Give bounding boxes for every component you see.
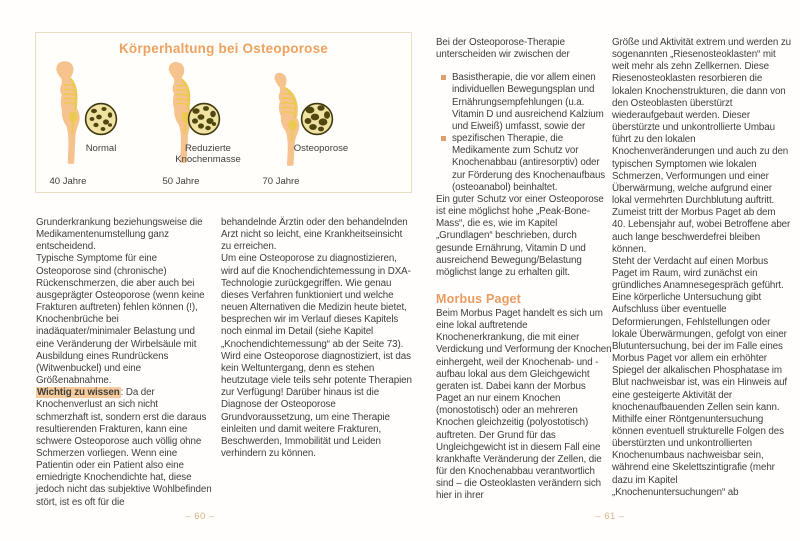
bone-density-circle-reduced xyxy=(187,102,221,136)
section-heading-morbus-paget: Morbus Paget xyxy=(436,291,522,306)
paragraph: Grunderkrankung beziehungsweise die Medikamentenumstellung ganz entscheidend. xyxy=(36,217,203,253)
therapy-bullet-list xyxy=(436,72,612,194)
paragraph: Steht der Verdacht auf einen Morbus Paget im Raum, wird zunächst ein gründliches Anamnesegespräch geführt. Eine körperliche Untersuchung gibt Aufschluss über eventuelle Deformierungen, Fehlstellungen oder lokale Überwärmungen, gefolgt von einer Blutuntersuchung, bei der im Falle eines Morbus Paget vor allem ein erhöhter Spiegel der alkalischen Phosphatase im Blut nachweisbar ist, was ein Hinweis auf eine gesteigerte Aktivität der knochenaufbauenden Zellen sein kann. Mithilfe einer Röntgenuntersuchung können eventuell strukturelle Folgen des überstürzten und unkontrollierten Knochenumbaus nachweisbar sein, während eine Skelettszintigrafie (mehr dazu im Kapitel „Knochenuntersuchungen“ ab xyxy=(612,255,788,498)
page60-column1 xyxy=(36,217,212,509)
paragraph: Beim Morbus Paget handelt es sich um eine lokal auftretende Knochenerkrankung, die mit einer Verdickung und Verformung der Knochen einhergeht, weil der Knochenab- und -aufbau lokal aus dem Gleichgewicht geraten ist. Dabei kann der Morbus Paget an nur einem Knochen (monostotisch) oder an mehreren Knochen gleichzeitig (polyostotisch) auftreten. Der Grund für das Ungleichgewicht ist in diesem Fall eine krankhafte Veränderung der Zellen, die für den Knochenabbau verantwortlich sind – die Osteoklasten verändern sich hier in ihrer xyxy=(436,307,612,502)
highlighted-phrase: Wichtig zu wissen xyxy=(37,387,120,399)
bullet-item xyxy=(436,133,612,194)
paragraph: Um eine Osteoporose zu diagnostizieren, wird auf die Knochendichtemessung in DXA-Technologie zurückgegriffen. Wie genau dieses Verfahren funktioniert und welche neuen Alternativen die Medizin heute bietet, besprechen wir im Verlauf dieses Kapitels noch einmal im Detail (siehe Kapitel „Knochendichtemessung“ ab der Seite 73). xyxy=(221,253,411,350)
square-bullet-icon xyxy=(441,136,446,141)
page61-column2 xyxy=(612,37,791,499)
paragraph: Ein guter Schutz vor einer Osteoporose ist eine möglichst hohe „Peak-Bone-Mass“, die es, wie im Kapitel „Grundlagen“ beschrieben, durch gesunde Ernährung, Vitamin D und ausreichend Bewegung/Belastung möglichst lange zu erhalten gilt. xyxy=(436,193,604,278)
posture-figure-box xyxy=(35,32,412,193)
paragraph: Typische Symptome für eine Osteoporose sind (chronische) Rückenschmerzen, die aber auch bei ausgeprägter Osteoporose (wenn keine Frakturen auftreten) fehlen können (!), Knochenbrüche bei inadäquater/minimaler Belastung und eine Veränderung der Wirbelsäule mit Ausbildung eines Rundrückens (Witwenbuckel) und eine Größenabnahme. xyxy=(36,253,205,387)
page-number-60: – 60 – xyxy=(185,511,215,522)
bone-density-circle-osteoporosis xyxy=(300,102,334,136)
stage-caption-normal: Normal xyxy=(85,143,117,154)
paragraph-text: : Da der Knochenverlust an sich nicht schmerzhaft ist, sondern erst die daraus resultierenden Frakturen, kann eine schwere Osteoporose auch völlig ohne Schmerzen vorliegen. Wenn eine Patientin oder ein Patient also eine erniedrigte Knochendichte hat, diese jedoch nicht das subjektive Wohlbefinden stört, ist es oft für die xyxy=(36,387,212,508)
bullet-item xyxy=(436,72,612,133)
stage-caption-reduced: Reduzierte Knochenmasse xyxy=(175,143,241,165)
stage-age-40: 40 Jahre xyxy=(49,176,87,187)
paragraph: Größe und Aktivität extrem und werden zu sogenannten „Riesenosteoklasten“ mit weit mehr als zehn Zellkernen. Diese Riesenosteoklasten resorbieren die lokalen Knochenstrukturen, die dann von den Osteoblasten überstürzt wiederaufgebaut werden. Dieser überstürzte und unkontrollierte Umbau führt zu den lokalen Knochenveränderungen und auch zu den typischen Symptomen wie lokalen Schmerzen, Verformungen und einer Überwärmung, welche aufgrund einer lokal vermehrten Durchblutung auftritt. Zumeist tritt der Morbus Paget ab dem 40. Lebensjahr auf, wobei Betroffene aber auch lange beschwerdefrei bleiben können. xyxy=(612,37,791,255)
bullet-text: Basistherapie, die vor allem einen individuellen Bewegungsplan und Ernährungsempfehlungen (u.a. Vitamin D und ausreichend Kalzium und Eiweiß) umfasst, sowie der xyxy=(452,72,604,132)
page61-column1 xyxy=(436,37,612,502)
figure-title: Körperhaltung bei Osteoporose xyxy=(118,41,329,56)
square-bullet-icon xyxy=(441,75,446,80)
paragraph-with-highlight xyxy=(36,387,212,509)
paragraph: Wird eine Osteoporose diagnostiziert, ist das kein Weltuntergang, denn es stehen heutzutage viele teils sehr potente Therapien zur Verfügung! Darüber hinaus ist die Diagnose der Osteoporose Grundvoraussetzung, um eine Therapie einleiten und damit weitere Frakturen, Beschwerden, Immobilität und Leiden verhindern zu können. xyxy=(221,350,412,459)
stage-caption-osteoporosis: Osteoporose xyxy=(293,143,349,154)
bone-density-circle-normal xyxy=(84,102,118,136)
stage-age-50: 50 Jahre xyxy=(162,176,200,187)
bullet-text: spezifischen Therapie, die Medikamente zum Schutz vor Knochenabbau (antiresorptiv) oder zur Förderung des Knochenaufbaus (osteoanabol) beinhaltet. xyxy=(452,133,606,193)
paragraph: Bei der Osteoporose-Therapie unterscheiden wir zwischen der xyxy=(436,37,570,61)
page60-column2 xyxy=(221,217,413,460)
stage-age-70: 70 Jahre xyxy=(262,176,300,187)
paragraph: behandelnde Ärztin oder den behandelnden Arzt nicht so leicht, eine Krankheitseinsicht zu erreichen. xyxy=(221,217,408,253)
page-number-61: – 61 – xyxy=(595,511,625,522)
